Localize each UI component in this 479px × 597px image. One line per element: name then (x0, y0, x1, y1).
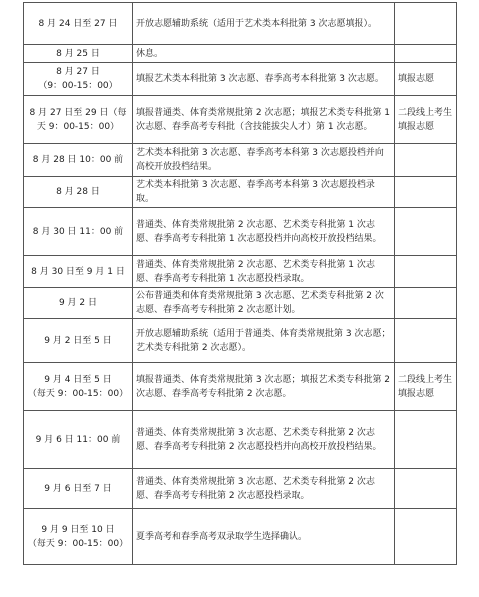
date-cell: 8 月 28 日 10：00 前 (24, 144, 133, 177)
description-cell: 填报普通类、体育类常规批第 2 次志愿；填报艺术类专科批第 1 次志愿、春季高考专科批（含技能拔尖人才）第 1 次志愿。 (133, 96, 395, 144)
description-cell: 普通类、体育类常规批第 3 次志愿、艺术类专科批第 2 次志愿、春季高考专科批第 2 次志愿投档并向高校开放投档结果。 (133, 411, 395, 469)
description-cell: 开放志愿辅助系统（适用于普通类、体育类常规批第 3 次志愿；艺术类专科批第 2 次志愿）。 (133, 319, 395, 363)
note-cell (395, 177, 457, 208)
description-cell: 夏季高考和春季高考双录取学生选择确认。 (133, 509, 395, 565)
note-cell: 填报志愿 (395, 63, 457, 96)
schedule-table (23, 2, 457, 565)
table-row (24, 509, 457, 565)
note-cell (395, 144, 457, 177)
date-cell: 9 月 6 日 11：00 前 (24, 411, 133, 469)
note-cell: 二段线上考生填报志愿 (395, 96, 457, 144)
date-cell: 8 月 30 日至 9 月 1 日 (24, 256, 133, 288)
description-cell: 填报艺术类本科批第 3 次志愿、春季高考本科批第 3 次志愿。 (133, 63, 395, 96)
table-row (24, 63, 457, 96)
date-cell: 9 月 9 日至 10 日 （每天 9：00-15：00） (24, 509, 133, 565)
note-cell: 二段线上考生填报志愿 (395, 363, 457, 411)
date-cell: 8 月 24 日至 27 日 (24, 3, 133, 45)
date-cell: 9 月 2 日至 5 日 (24, 319, 133, 363)
note-cell (395, 288, 457, 319)
note-cell (395, 3, 457, 45)
description-cell: 休息。 (133, 45, 395, 63)
note-cell (395, 256, 457, 288)
date-cell: 9 月 4 日至 5 日 （每天 9：00-15：00） (24, 363, 133, 411)
description-cell: 开放志愿辅助系统（适用于艺术类本科批第 3 次志愿填报）。 (133, 3, 395, 45)
date-cell: 9 月 2 日 (24, 288, 133, 319)
date-cell: 8 月 27 日至 29 日（每天 9：00-15：00） (24, 96, 133, 144)
description-cell: 艺术类本科批第 3 次志愿、春季高考本科第 3 次志愿投档并向高校开放投档结果。 (133, 144, 395, 177)
note-cell (395, 45, 457, 63)
table-row (24, 96, 457, 144)
table-row (24, 3, 457, 45)
table-row (24, 177, 457, 208)
note-cell (395, 509, 457, 565)
table-row (24, 288, 457, 319)
note-cell (395, 208, 457, 256)
table-row (24, 469, 457, 509)
table-row (24, 363, 457, 411)
date-cell: 8 月 25 日 (24, 45, 133, 63)
date-cell: 8 月 28 日 (24, 177, 133, 208)
date-cell: 8 月 30 日 11：00 前 (24, 208, 133, 256)
table-row (24, 256, 457, 288)
note-cell (395, 411, 457, 469)
table-row (24, 411, 457, 469)
description-cell: 普通类、体育类常规批第 3 次志愿、艺术类专科批第 2 次志愿、春季高考专科批第 2 次志愿投档录取。 (133, 469, 395, 509)
note-cell (395, 469, 457, 509)
table-row (24, 144, 457, 177)
description-cell: 普通类、体育类常规批第 2 次志愿、艺术类专科批第 1 次志愿、春季高考专科批第 1 次志愿投档录取。 (133, 256, 395, 288)
date-cell: 8 月 27 日 （9：00-15：00） (24, 63, 133, 96)
date-cell: 9 月 6 日至 7 日 (24, 469, 133, 509)
table-row (24, 208, 457, 256)
table-row (24, 45, 457, 63)
description-cell: 普通类、体育类常规批第 2 次志愿、艺术类专科批第 1 次志愿、春季高考专科批第 1 次志愿投档并向高校开放投档结果。 (133, 208, 395, 256)
table-row (24, 319, 457, 363)
description-cell: 填报普通类、体育类常规批第 3 次志愿；填报艺术类专科批第 2 次志愿、春季高考专科批第 2 次志愿。 (133, 363, 395, 411)
description-cell: 公布普通类和体育类常规批第 3 次志愿、艺术类专科批第 2 次志愿、春季高考专科批第 2 次志愿计划。 (133, 288, 395, 319)
note-cell (395, 319, 457, 363)
description-cell: 艺术类本科批第 3 次志愿、春季高考本科第 3 次志愿投档录取。 (133, 177, 395, 208)
